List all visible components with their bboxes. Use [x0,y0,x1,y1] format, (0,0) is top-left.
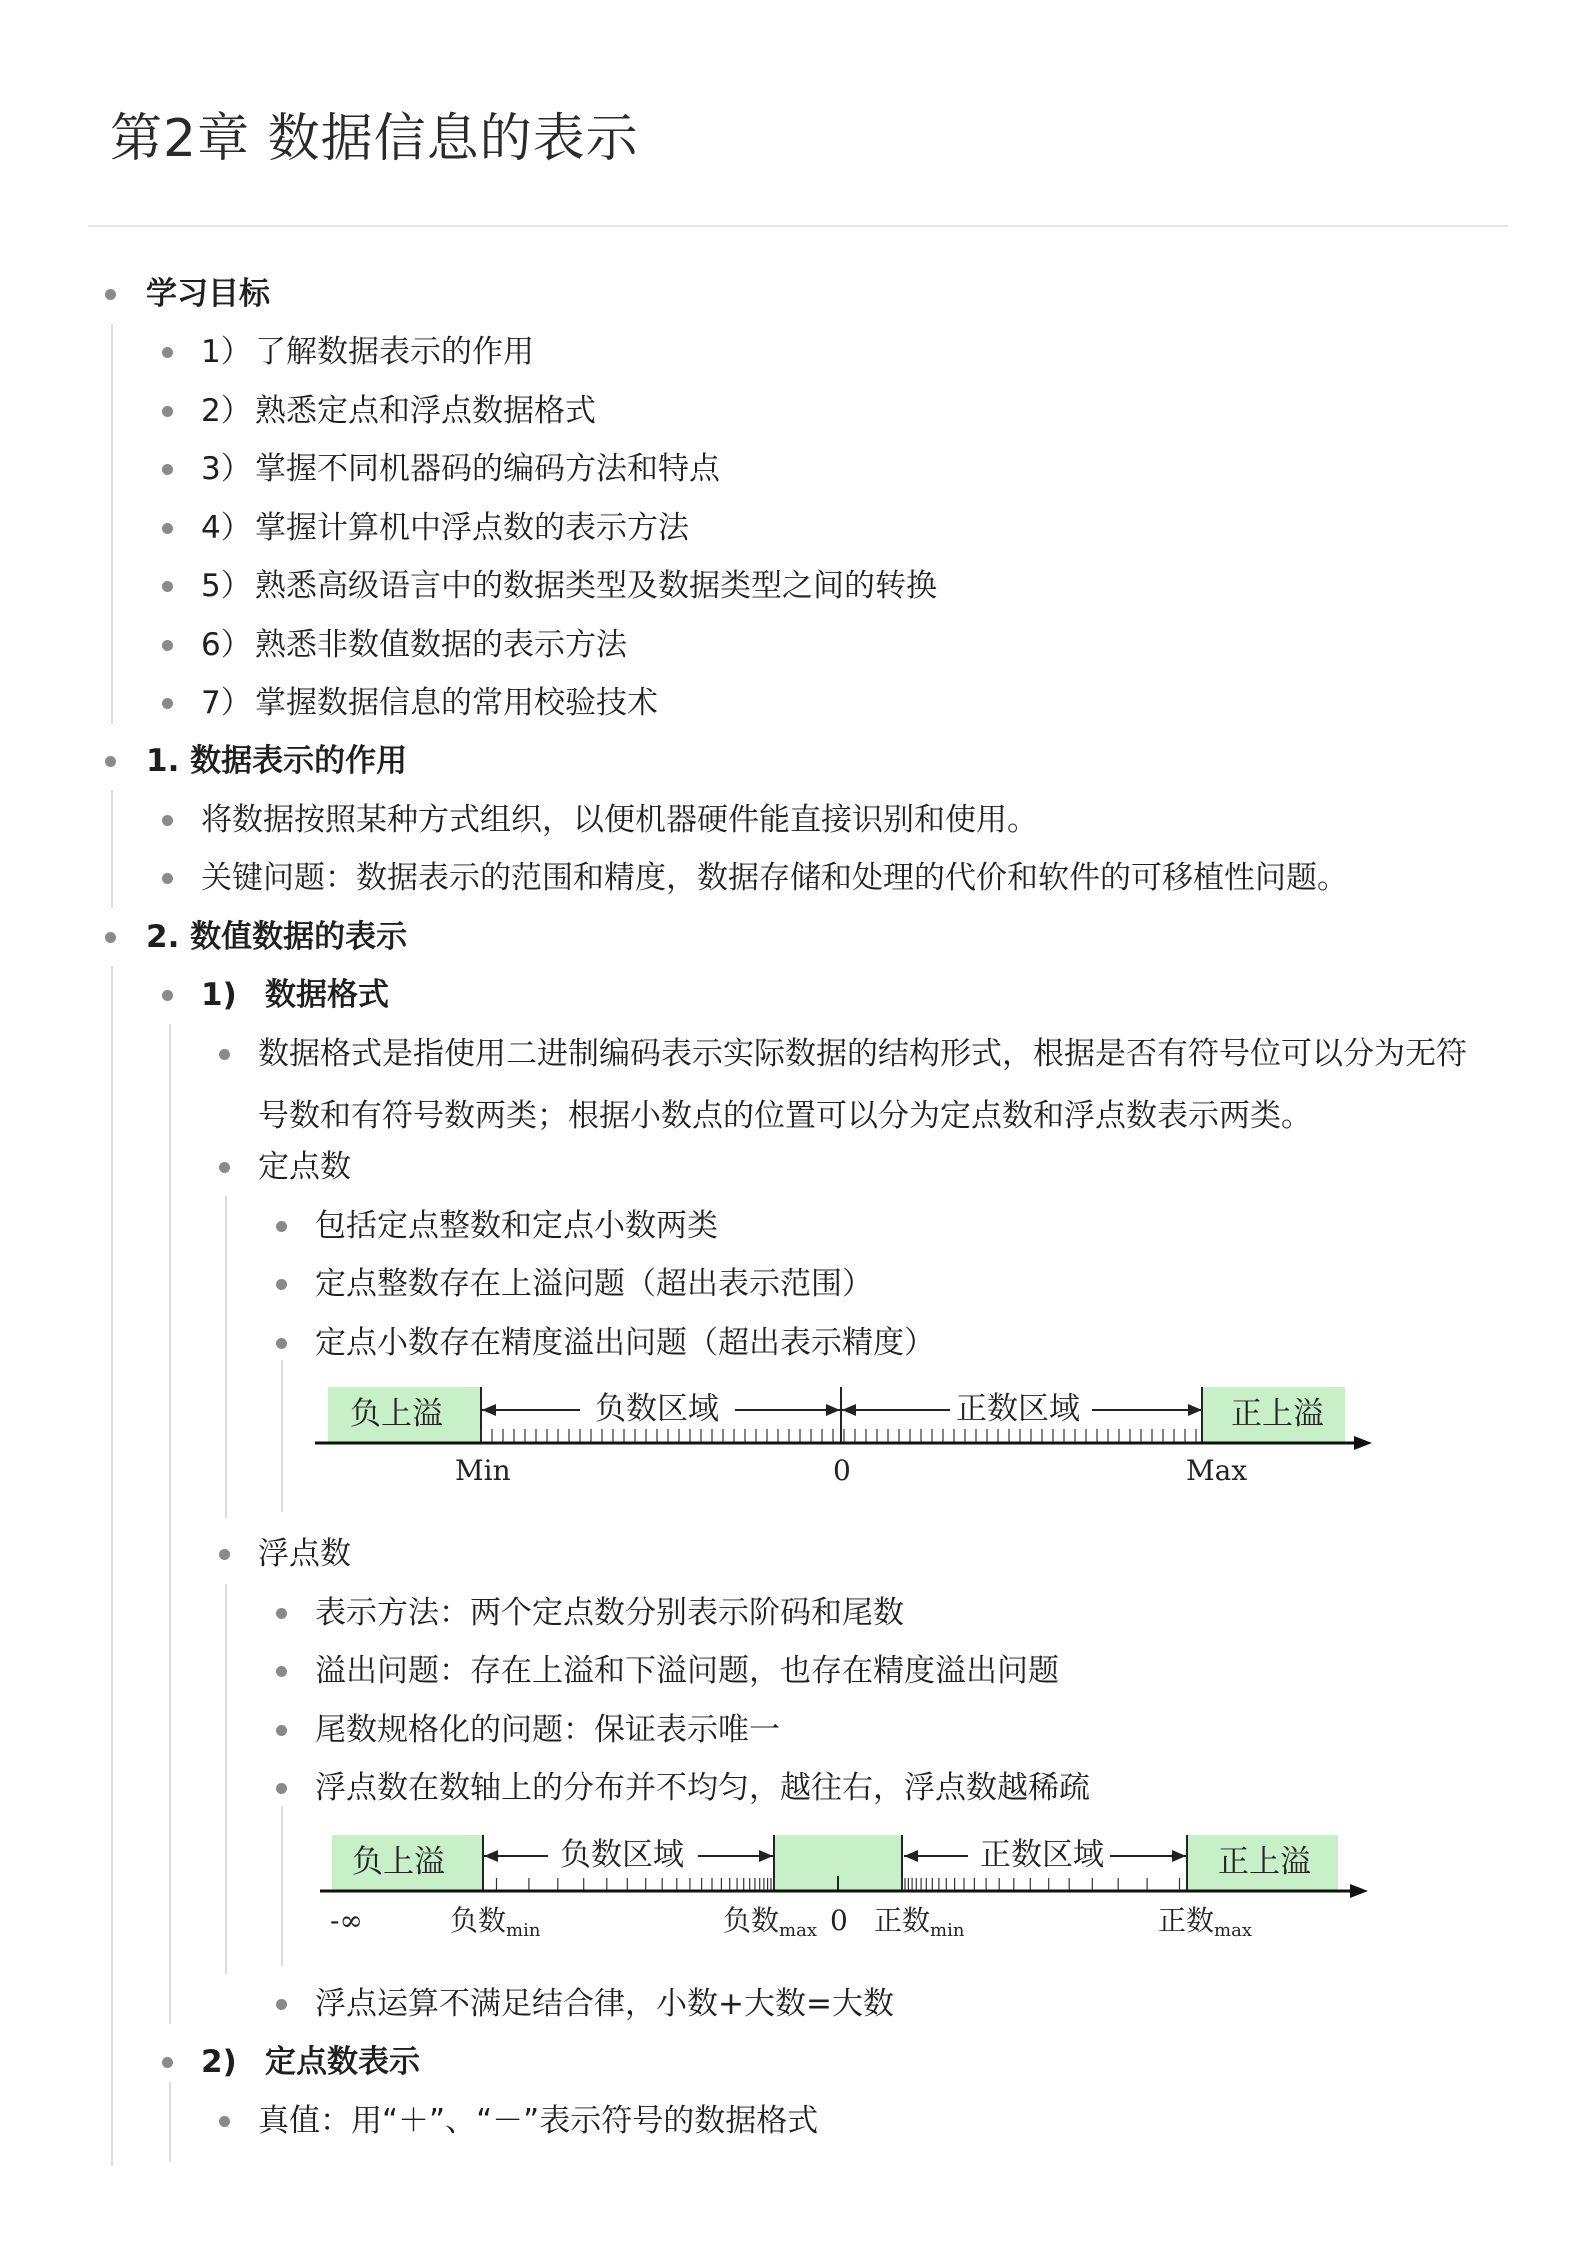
bullet-dot [162,406,173,417]
bullet-dot [162,2057,173,2068]
float-item: 浮点运算不满足结合律，小数+大数=大数 [315,1986,894,2022]
sub1-heading: 1) 数据格式 [201,977,389,1013]
bullet-dot [105,932,116,943]
bullet-dot [162,815,173,826]
goal-item: 7） 掌握数据信息的常用校验技术 [201,685,658,721]
fixed-guide-line [225,1196,227,1518]
arrow-head [484,1850,498,1862]
pos-overflow-label: 正上溢 [1218,1844,1311,1880]
arrow-head [759,1850,773,1862]
sub1-guide-line [169,1024,171,2024]
floating-point-label: 浮点数 [258,1536,351,1572]
pos-region-label: 正数区域 [980,1837,1104,1873]
bullet-dot [276,1666,287,1677]
neg-min-label: 负数$_{min}$ [450,1904,541,1941]
axis-arrow-head [1350,1884,1368,1898]
fixed-item: 定点整数存在上溢问题（超出表示范围） [315,1266,873,1302]
float-item: 浮点数在数轴上的分布并不均匀，越往右，浮点数越稀疏 [315,1770,1090,1806]
fixed-items-guide-line [281,1360,283,1512]
sub2-heading: 2) 定点数表示 [201,2044,420,2080]
bullet-dot [105,289,116,300]
bullet-dot [162,581,173,592]
pos-min-label: 正数$_{min}$ [874,1904,965,1941]
bullet-dot [162,990,173,1001]
neg-overflow-label: 负上溢 [350,1396,443,1432]
arrow-head [1188,1404,1202,1416]
arrow-head [482,1404,496,1416]
goals-guide-line [111,324,113,724]
bullet-dot [219,1162,230,1173]
goal-item: 3） 掌握不同机器码的编码方法和特点 [201,451,720,487]
neg-region-label: 负数区域 [560,1837,684,1873]
section1-heading: 1. 数据表示的作用 [146,743,408,779]
bullet-dot [276,1608,287,1619]
min-label: Min [455,1454,511,1487]
axis-arrow-head [1354,1436,1372,1450]
bullet-dot [276,1783,287,1794]
goal-item: 2） 熟悉定点和浮点数据格式 [201,393,596,429]
data-format-desc: 数据格式是指使用二进制编码表示实际数据的结构形式，根据是否有符号位可以分为无符号数和有符号数两类；根据小数点的位置可以分为定点数和浮点数表示两类。 [258,1036,1467,1134]
arrow-head [1172,1850,1186,1862]
fixed-point-label: 定点数 [258,1149,351,1185]
bullet-dot [162,347,173,358]
goal-item: 4） 掌握计算机中浮点数的表示方法 [201,510,689,546]
goals-heading: 学习目标 [146,276,270,312]
bullet-dot [276,1221,287,1232]
title-divider [88,225,1508,227]
neg-region-label: 负数区域 [595,1391,719,1427]
section1-guide-line [111,790,113,908]
fixed-item: 定点小数存在精度溢出问题（超出表示精度） [315,1325,935,1361]
bullet-dot [219,2116,230,2127]
bullet-dot [219,1549,230,1560]
bullet-dot [162,698,173,709]
bullet-dot [276,1999,287,2010]
bullet-dot [162,464,173,475]
goal-item: 1） 了解数据表示的作用 [201,334,534,370]
bullet-dot [276,1725,287,1736]
fixed-item: 包括定点整数和定点小数两类 [315,1208,718,1244]
bullet-dot [219,1049,230,1060]
section2-heading: 2. 数值数据的表示 [146,919,408,955]
goal-item: 6） 熟悉非数值数据的表示方法 [201,627,627,663]
bullet-dot [105,756,116,767]
bullet-dot [162,873,173,884]
neg-max-label: 负数$_{max}$ [723,1904,817,1941]
fixed-point-number-line [310,1375,1380,1505]
arrow-head [826,1404,840,1416]
floating-point-number-line [318,1820,1378,1950]
sub2-guide-line [169,2082,171,2162]
sub2-item: 真值：用“＋”、“－”表示符号的数据格式 [258,2103,819,2139]
bullet-dot [162,640,173,651]
section2-guide-line [111,966,113,2166]
bullet-dot [162,523,173,534]
arrow-head [842,1404,856,1416]
neg-overflow-label: 负上溢 [352,1844,445,1880]
max-label: Max [1186,1454,1248,1487]
float-guide-line [225,1584,227,1974]
float-item: 尾数规格化的问题：保证表示唯一 [315,1712,780,1748]
zero-label: 0 [830,1904,848,1937]
float-item: 溢出问题：存在上溢和下溢问题，也存在精度溢出问题 [315,1653,1059,1689]
section1-item: 关键问题：数据表示的范围和精度，数据存储和处理的代价和软件的可移植性问题。 [201,860,1348,896]
neg-infinity-label: -∞ [330,1904,363,1937]
goal-item: 5） 熟悉高级语言中的数据类型及数据类型之间的转换 [201,568,937,604]
pos-overflow-label: 正上溢 [1231,1396,1324,1432]
float-items-guide-line [281,1806,283,1966]
pos-max-label: 正数$_{max}$ [1158,1904,1252,1941]
bullet-dot [276,1279,287,1290]
section1-item: 将数据按照某种方式组织，以便机器硬件能直接识别和使用。 [201,802,1038,838]
pos-region-label: 正数区域 [956,1391,1080,1427]
axis-ticks [481,1429,1196,1443]
bullet-dot [276,1338,287,1349]
page-title: 第2章 数据信息的表示 [110,109,639,169]
arrow-head [904,1850,918,1862]
float-item: 表示方法：两个定点数分别表示阶码和尾数 [315,1595,904,1631]
zero-label: 0 [833,1454,851,1487]
